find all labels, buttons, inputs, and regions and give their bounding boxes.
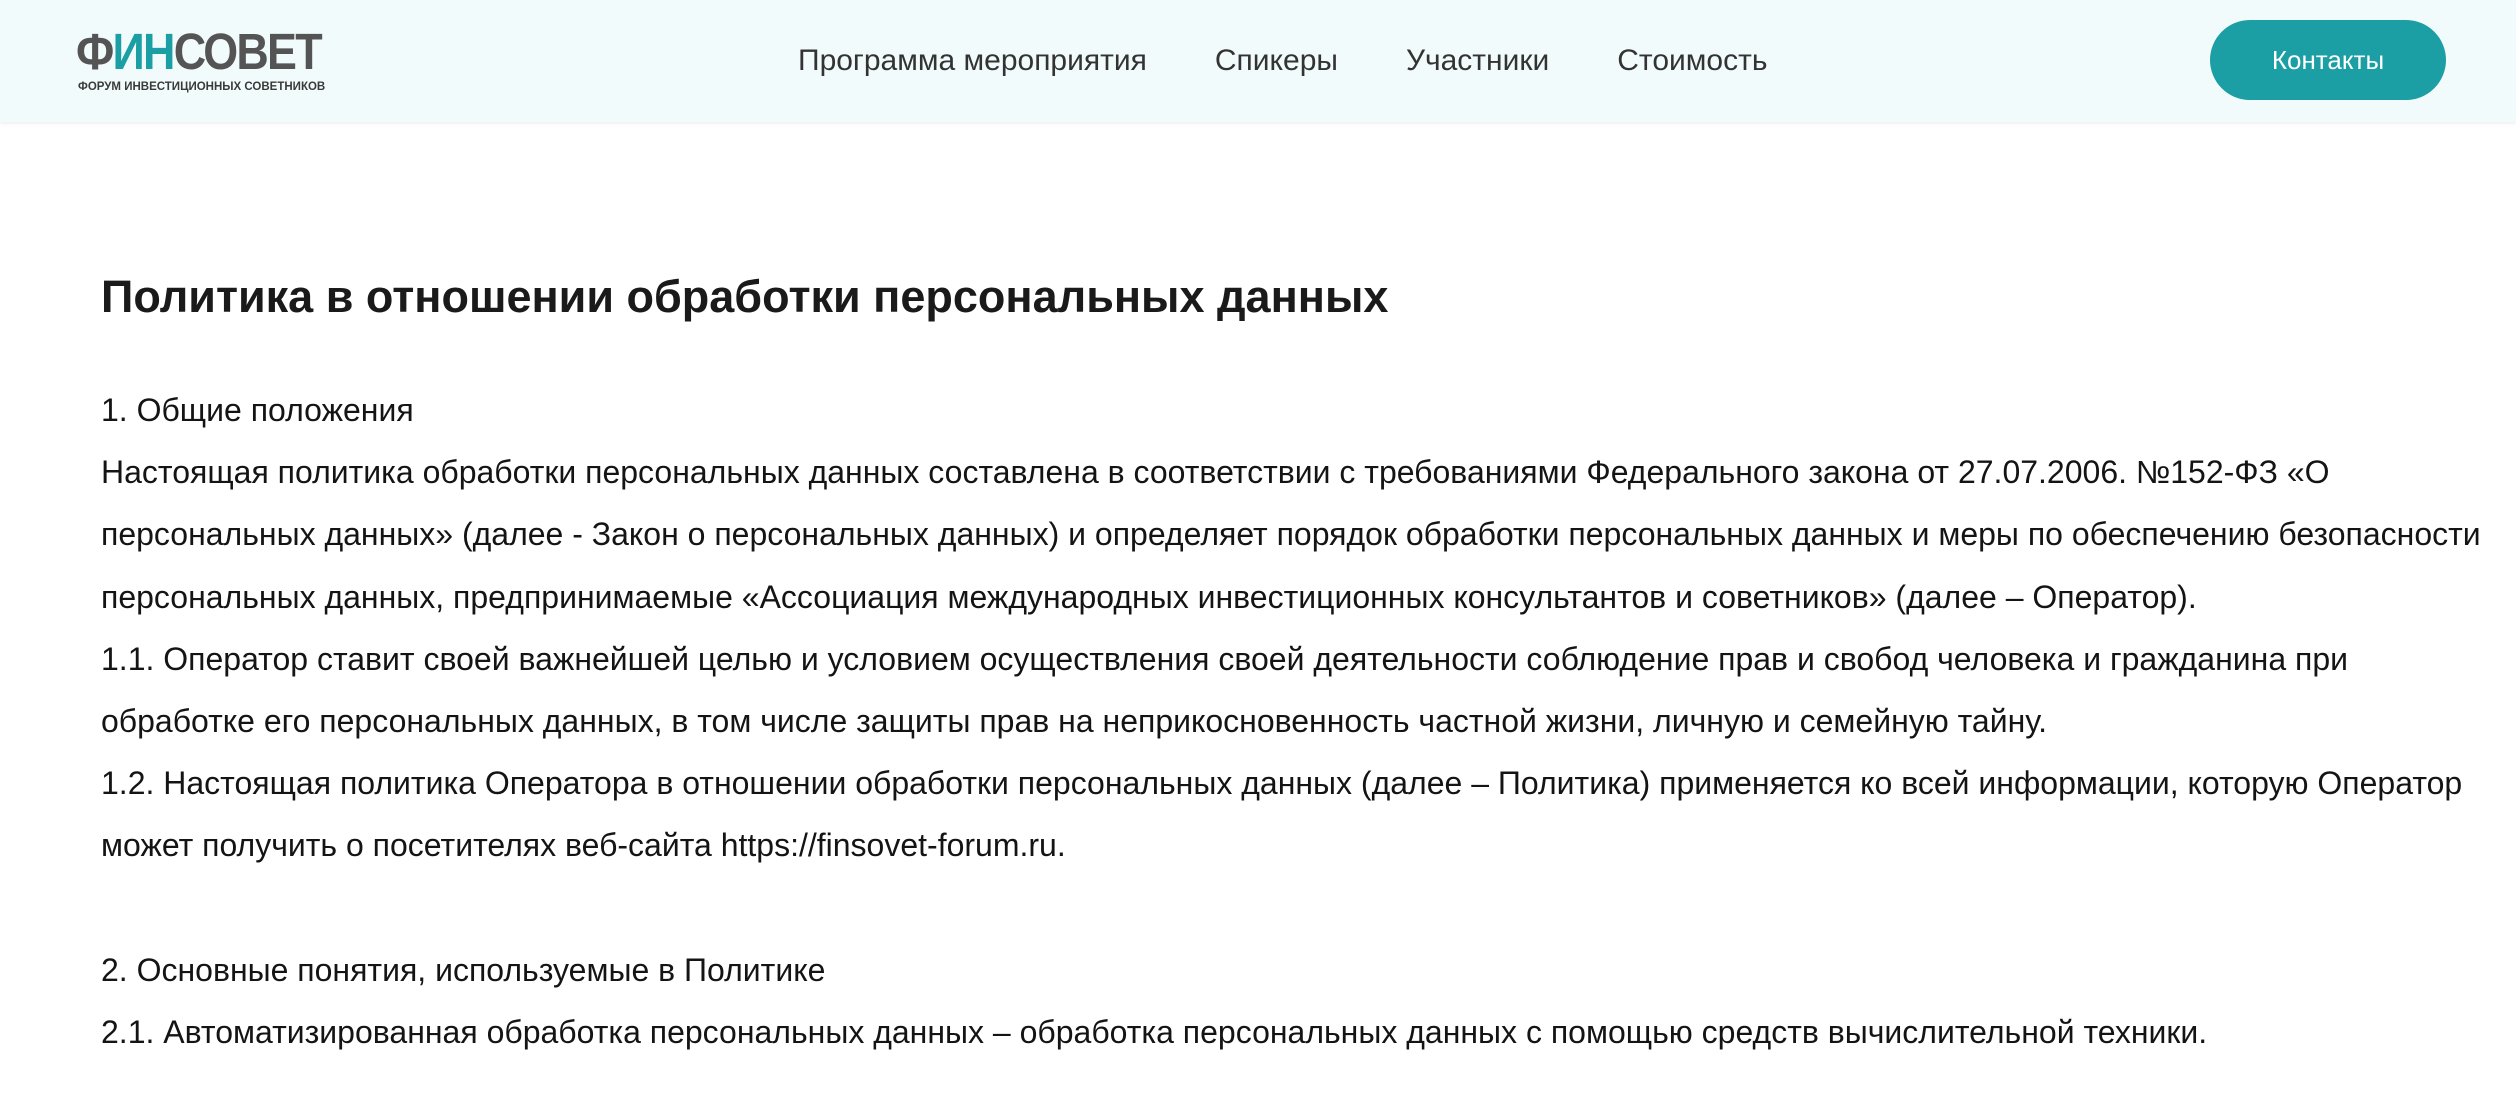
nav-item-participants[interactable]: Участники — [1405, 44, 1550, 77]
contacts-button[interactable]: Контакты — [2210, 20, 2446, 100]
logo-part-b: ИН — [112, 23, 174, 80]
main-nav — [798, 38, 1767, 84]
nav-item-price[interactable]: Стоимость — [1617, 44, 1768, 77]
paragraph: Настоящая политика обработки персональных данных составлена в соответствии с требованиями Федерального закона от 27.07.2006. №152-ФЗ «О персональных данных» (далее - Закон о персональных данных) и определяет порядок обработки персональных данных и меры по обеспечению безопасности персональных данных, предпринимаемые «Ассоциация международных инвестиционных консультантов и советников» (далее – Оператор). — [101, 454, 2481, 615]
nav-item-program[interactable]: Программа мероприятия — [798, 44, 1147, 77]
paragraph: 1.2. Настоящая политика Оператора в отношении обработки персональных данных (далее – Политика) применяется ко всей информации, которую Оператор может получить о посетителях веб-сайта https://finsovet-forum.ru. — [101, 765, 2463, 864]
policy-text — [101, 379, 2481, 1063]
policy-content — [101, 262, 2481, 1063]
logo-part-c: СОВЕТ — [173, 23, 321, 80]
logo-wordmark — [76, 24, 321, 80]
section-heading: 1. Общие положения — [101, 392, 414, 428]
paragraph: 1.1. Оператор ставит своей важнейшей целью и условием осуществления своей деятельности соблюдение прав и свобод человека и гражданина при обработке его персональных данных, в том числе защиты прав на неприкосновенность частной жизни, личную и семейную тайну. — [101, 640, 2348, 740]
section-heading: 2. Основные понятия, используемые в Политике — [101, 951, 826, 988]
logo-part-a: Ф — [76, 23, 113, 80]
nav-item-speakers[interactable]: Спикеры — [1214, 44, 1338, 77]
section-spacer — [101, 877, 2481, 939]
site-header — [0, 0, 2516, 122]
logo-tagline: ФОРУМ ИНВЕСТИЦИОННЫХ СОВЕТНИКОВ — [78, 81, 326, 93]
paragraph: 2.1. Автоматизированная обработка персональных данных – обработка персональных данных с помощью средств вычислительной техники. — [101, 1014, 2208, 1051]
page-title: Политика в отношении обработки персональных данных — [101, 271, 1389, 322]
finsovet-logo[interactable] — [76, 24, 354, 93]
